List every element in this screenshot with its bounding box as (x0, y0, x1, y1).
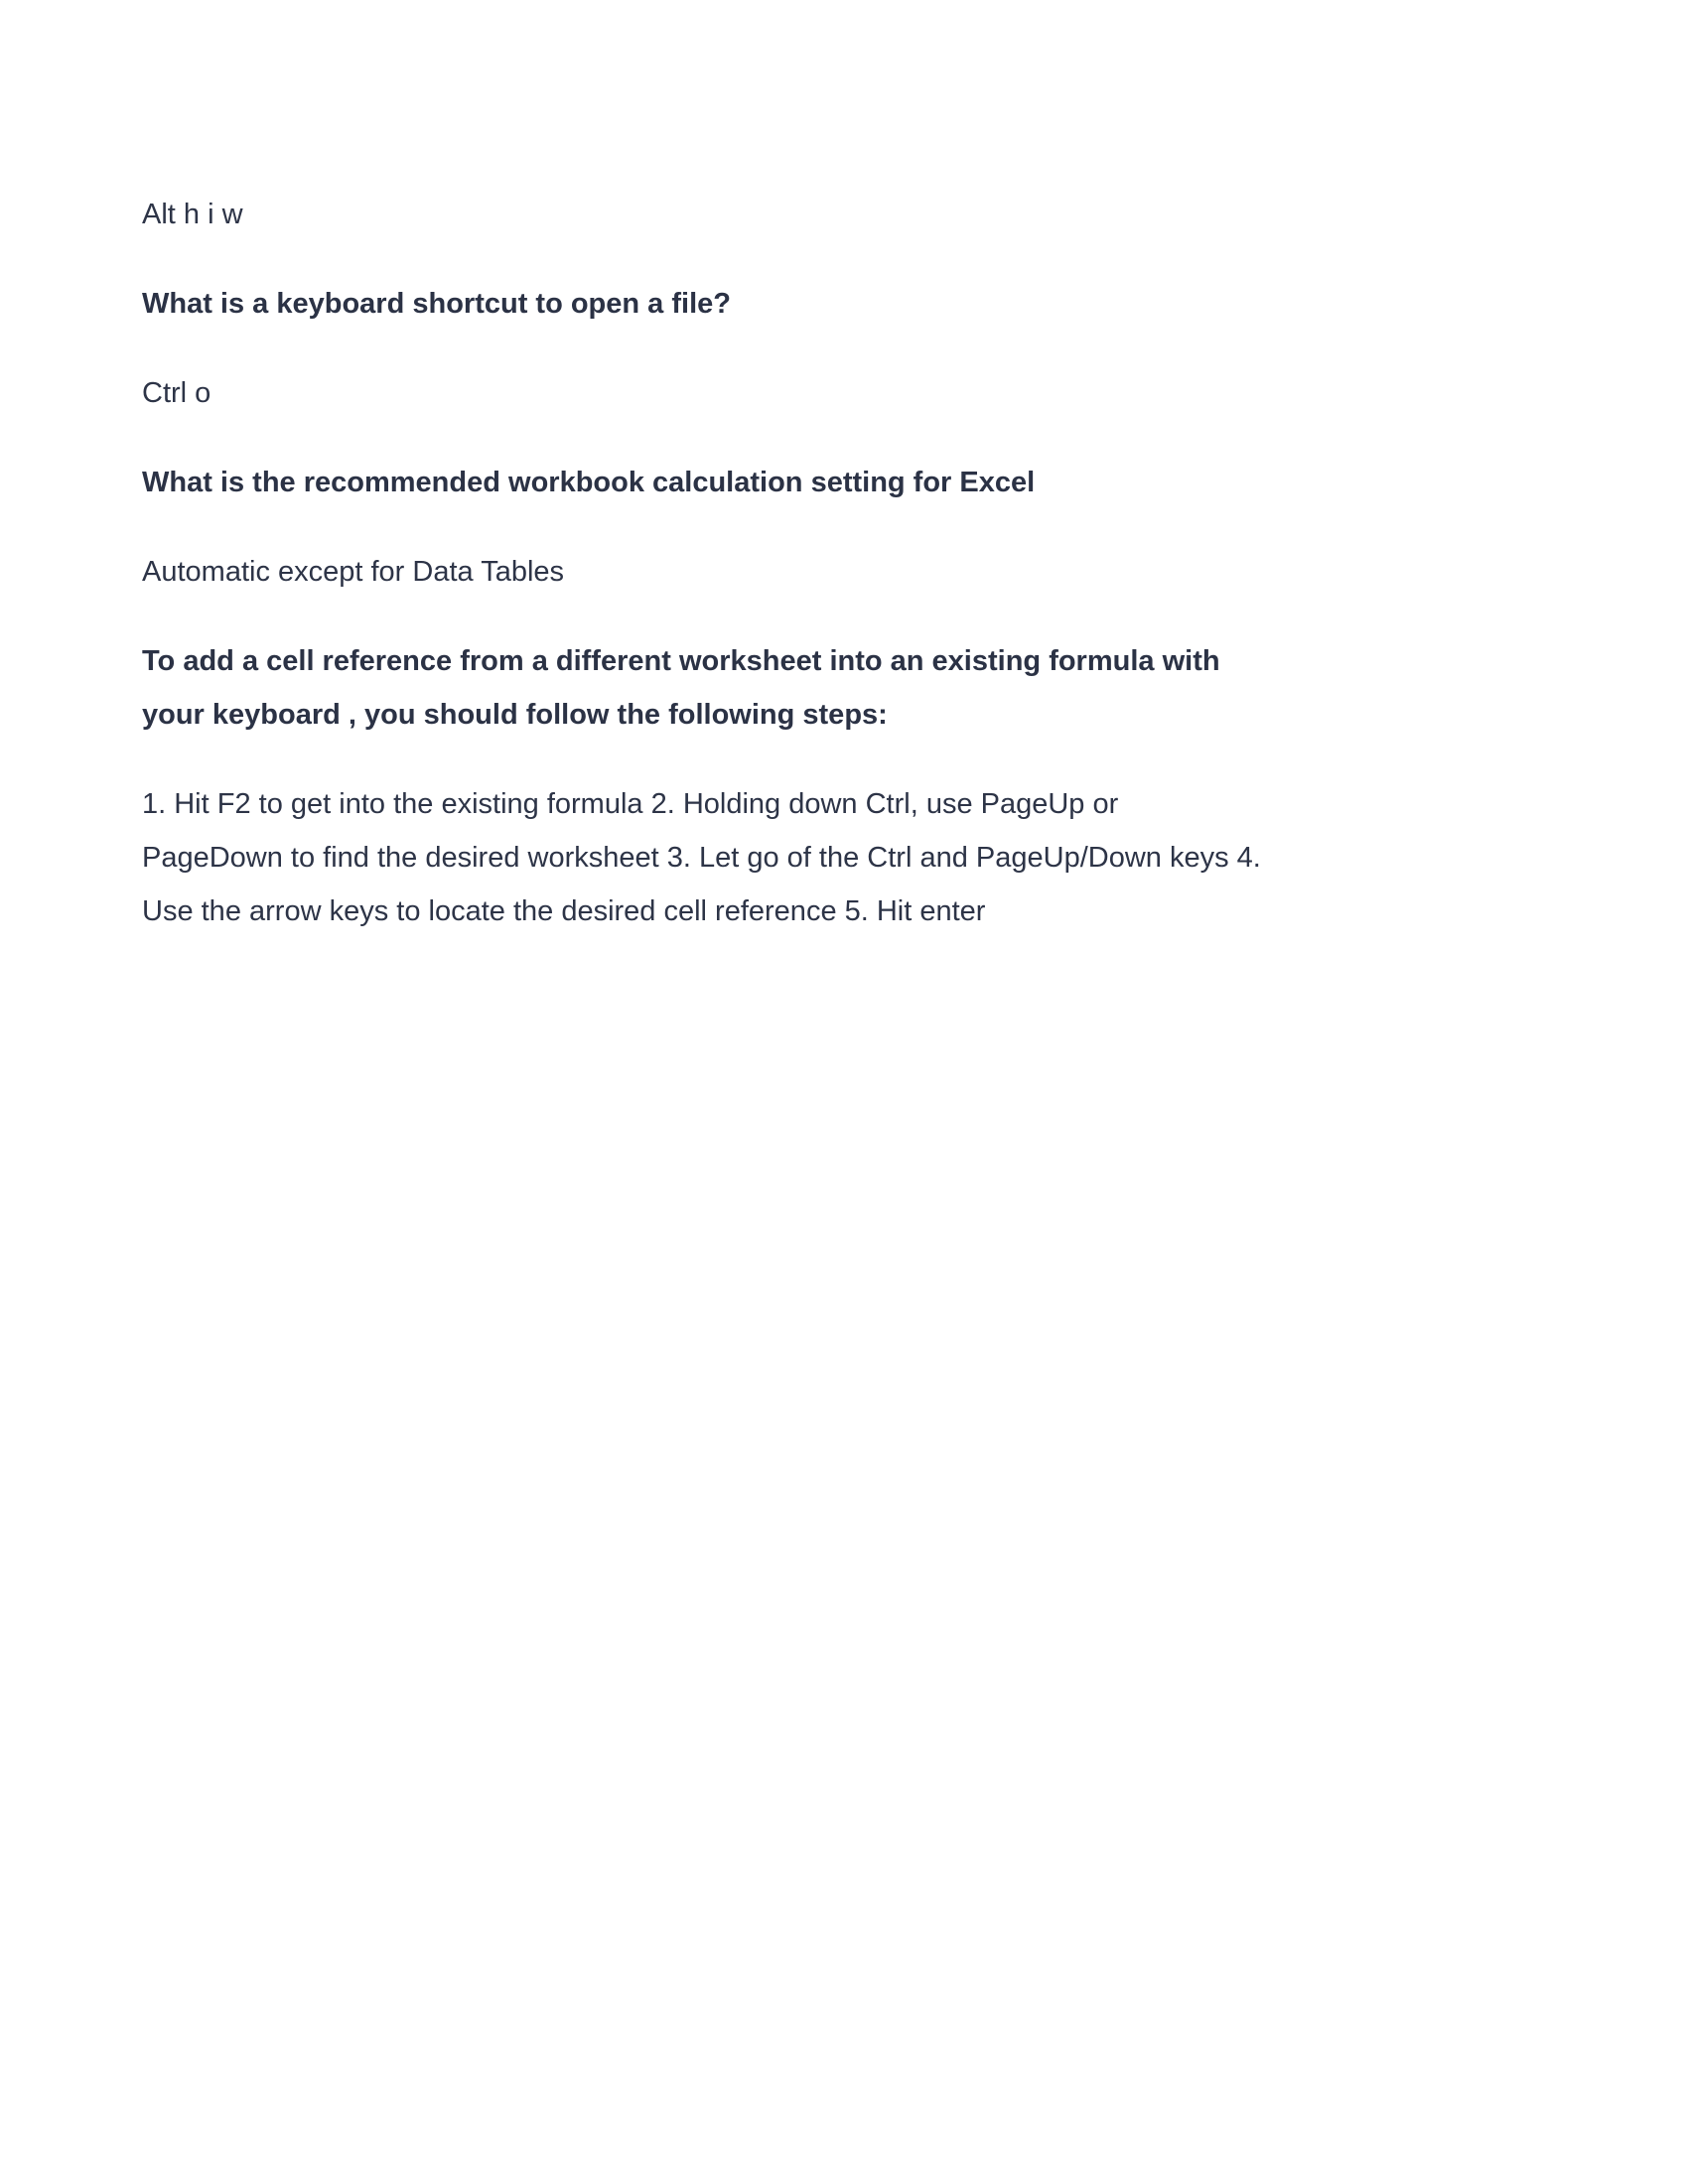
text-line: Use the arrow keys to locate the desired cell reference 5. Hit enter (142, 895, 986, 927)
question-paragraph (142, 634, 1539, 742)
answer-paragraph (142, 188, 1539, 241)
text-line: To add a cell reference from a different worksheet into an existing formula with (142, 645, 1220, 677)
text-line: What is a keyboard shortcut to open a file? (142, 288, 731, 320)
text-line: your keyboard , you should follow the following steps: (142, 699, 888, 731)
text-line: Alt h i w (142, 199, 243, 230)
document-content (142, 188, 1539, 974)
text-line: 1. Hit F2 to get into the existing formula 2. Holding down Ctrl, use PageUp or (142, 788, 1119, 820)
answer-paragraph (142, 366, 1539, 420)
text-line: Automatic except for Data Tables (142, 556, 565, 588)
text-line: What is the recommended workbook calculation setting for Excel (142, 467, 1036, 498)
answer-paragraph (142, 777, 1539, 938)
answer-paragraph (142, 545, 1539, 599)
question-paragraph (142, 456, 1539, 509)
question-paragraph (142, 277, 1539, 331)
text-line: PageDown to find the desired worksheet 3. Let go of the Ctrl and PageUp/Down keys 4. (142, 842, 1261, 874)
text-line: Ctrl o (142, 377, 211, 409)
